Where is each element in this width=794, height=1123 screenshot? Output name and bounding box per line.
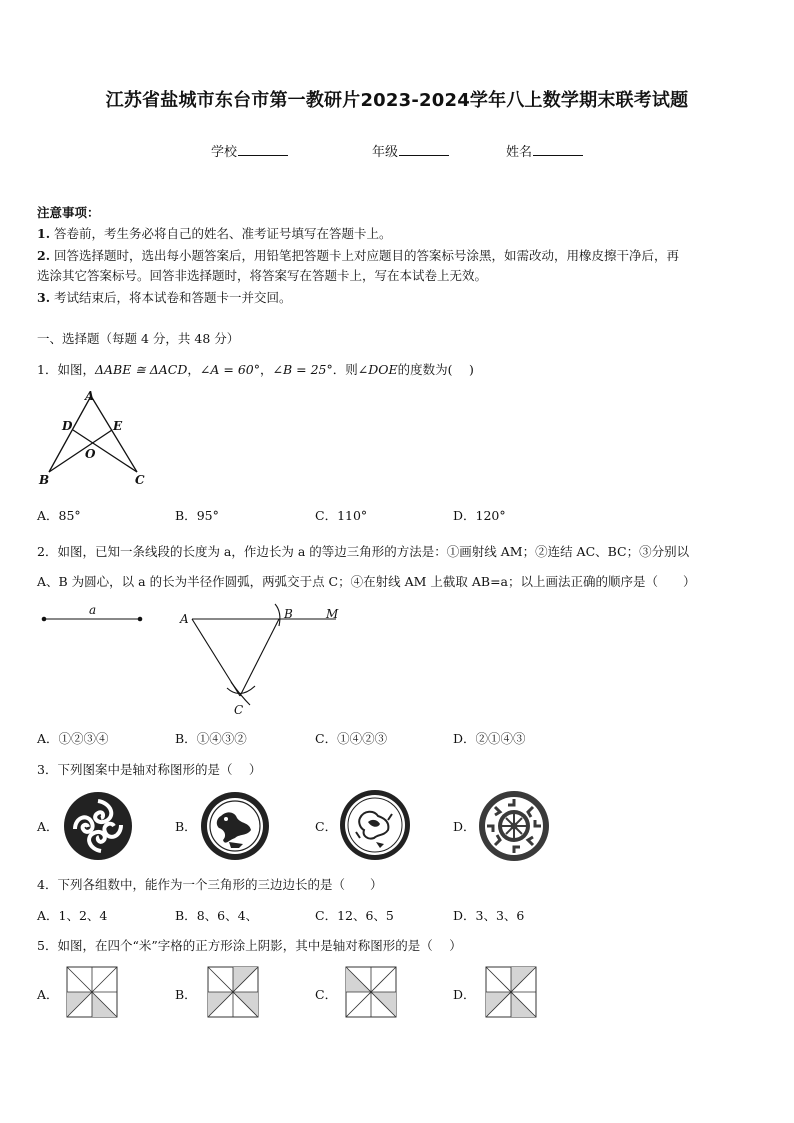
notice-item-2-cont: 选涂其它答案标号。回答非选择题时，将答案写在答题卡上，写在本试卷上无效。 (37, 268, 488, 283)
q1-label-o: O (85, 447, 96, 461)
q1-label-e: E (113, 419, 123, 433)
q4-option-c[interactable]: C．12、6、5 (315, 908, 394, 923)
q1-triangle-figure (36, 386, 156, 490)
q2-option-b[interactable]: B．①④③② (175, 731, 247, 746)
q3-pattern-a-icon (61, 789, 135, 863)
q2-label-a: A (180, 612, 189, 626)
q2-option-c[interactable]: C．①④②③ (315, 731, 388, 746)
q1-option-c[interactable]: C．110° (315, 508, 368, 523)
name-field[interactable] (506, 141, 583, 160)
q2-label-c: C (234, 703, 244, 717)
angle-a-expr: ∠A = 60° (199, 362, 260, 377)
q2-label-m: M (326, 607, 339, 621)
q1-label-c: C (135, 473, 145, 487)
q2-endpoint-left (42, 617, 47, 622)
q4-option-a[interactable]: A．1、2、4 (37, 908, 108, 923)
school-field[interactable] (211, 141, 288, 160)
question-3: 3．下列图案中是轴对称图形的是（ ） (37, 762, 262, 777)
q3-option-c-label[interactable]: C． (315, 819, 338, 834)
q3-pattern-c-icon (338, 788, 412, 862)
q1-label-d: D (62, 419, 73, 433)
notice-item-2: 2. 回答选择题时，选出每小题答案后，用铅笔把答题卡上对应题目的答案标号涂黑，如需改动，用橡皮擦干净后，再 (37, 248, 680, 263)
congruence-expr: ΔABE ≅ ΔACD (94, 362, 188, 377)
q2-option-d[interactable]: D．②①④③ (453, 731, 526, 746)
q5-grid-b-icon (207, 966, 259, 1018)
section-heading: 一、选择题（每题 4 分，共 48 分） (37, 331, 240, 346)
q1-option-b[interactable]: B．95° (175, 508, 219, 523)
q3-pattern-d-icon (477, 789, 551, 863)
grade-label: 年级 (372, 145, 399, 160)
q2-endpoint-right (138, 617, 143, 622)
q2-label-b: B (284, 607, 293, 621)
name-blank (533, 143, 583, 156)
notice-item-1: 1. 答卷前，考生务必将自己的姓名、准考证号填写在答题卡上。 (37, 226, 392, 241)
name-label: 姓名 (506, 145, 533, 160)
q1-option-a[interactable]: A．85° (37, 508, 81, 523)
q1-option-d[interactable]: D．120° (453, 508, 506, 523)
q3-option-d-label[interactable]: D． (453, 819, 476, 834)
q3-option-a-label[interactable]: A． (37, 819, 59, 834)
q1-label-a: A (85, 389, 95, 403)
notice-heading: 注意事项： (37, 205, 100, 220)
q4-option-b[interactable]: B．8、6、4、 (175, 908, 259, 923)
page-title: 江苏省盐城市东台市第一教研片2023-2024学年八上数学期末联考试题 (105, 90, 689, 111)
q5-option-a-label[interactable]: A． (37, 987, 59, 1002)
q5-grid-d-icon (485, 966, 537, 1018)
q1-label-b: B (39, 473, 50, 487)
q3-pattern-b-icon (199, 790, 271, 862)
q5-option-d-label[interactable]: D． (453, 987, 476, 1002)
grade-blank (399, 143, 449, 156)
angle-doe-expr: ∠DOE (357, 362, 398, 377)
q5-grid-a-icon (66, 966, 118, 1018)
notice-item-3: 3. 考试结束后，将本试卷和答题卡一并交回。 (37, 290, 292, 305)
question-4: 4．下列各组数中，能作为一个三角形的三边边长的是（ ） (37, 877, 383, 892)
q5-option-b-label[interactable]: B． (175, 987, 197, 1002)
grade-field[interactable] (372, 141, 449, 160)
q2-label-a-length: a (89, 603, 97, 617)
q3-option-b-label[interactable]: B． (175, 819, 197, 834)
question-2-line-1: 2．如图，已知一条线段的长度为 a，作边长为 a 的等边三角形的方法是：①画射线 AM；②连结 AC、BC；③分别以 (37, 544, 690, 559)
question-1: 1．如图，ΔABE ≅ ΔACD，∠A = 60°，∠B = 25°．则∠DOE的度数为( ) (37, 362, 474, 377)
q5-grid-c-icon (345, 966, 397, 1018)
school-label: 学校 (211, 145, 238, 160)
q5-option-c-label[interactable]: C． (315, 987, 338, 1002)
q4-option-d[interactable]: D．3、3、6 (453, 908, 525, 923)
question-5: 5．如图，在四个“米”字格的正方形涂上阴影，其中是轴对称图形的是（ ） (37, 938, 462, 953)
question-2-line-2: A、B 为圆心，以 a 的长为半径作圆弧，两弧交于点 C；④在射线 AM 上截取 AB=a；以上画法正确的顺序是（ ） (37, 574, 696, 589)
q2-option-a[interactable]: A．①②③④ (37, 731, 109, 746)
school-blank (238, 143, 288, 156)
q2-construction-figure (36, 600, 356, 720)
angle-b-expr: ∠B = 25° (272, 362, 333, 377)
